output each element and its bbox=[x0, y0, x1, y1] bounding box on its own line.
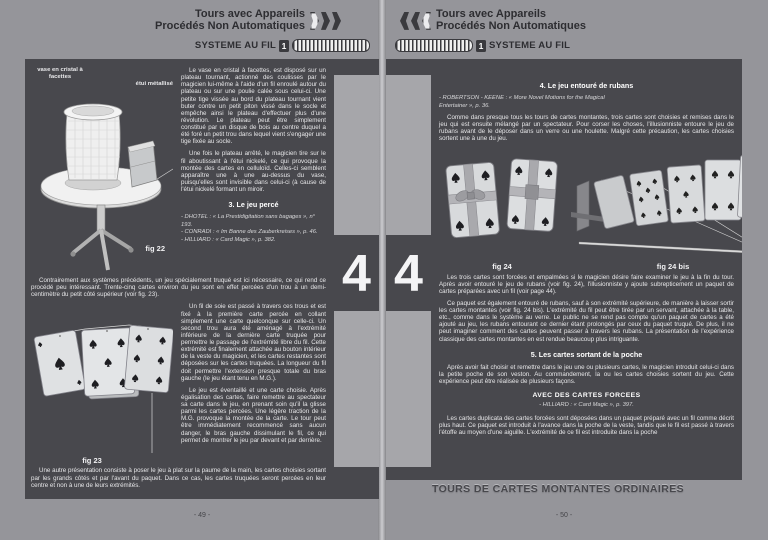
fig22-label-etui: étui métallisé bbox=[135, 81, 173, 87]
footer-running-title: TOURS DE CARTES MONTANTES ORDINAIRES bbox=[432, 483, 685, 495]
row-fig22-text bbox=[31, 67, 326, 275]
paragraph: Une autre présentation consiste à poser le jeu à plat sur la paume de la main, les cartes choisies sortant par les grands côtés et par l'avant du paquet. Dans ce cas, les cartes truquées seront percées en leur centre et non à une de leurs extrémités. bbox=[31, 467, 326, 489]
chevron-left-icon bbox=[411, 12, 420, 30]
chapter-badge: 1 bbox=[476, 40, 486, 52]
right-page-content bbox=[439, 65, 734, 441]
margin-block bbox=[334, 75, 379, 235]
fig24bis-drawing bbox=[571, 148, 742, 262]
fig23-caption: fig 23 bbox=[82, 456, 102, 466]
header-title-line2: Procédés Non Automatiques bbox=[155, 19, 305, 32]
chevron-right-icon bbox=[310, 12, 319, 30]
figures-row bbox=[439, 148, 734, 271]
fig24-drawing bbox=[439, 148, 565, 262]
section-heading: 3. Le jeu percé bbox=[228, 200, 279, 210]
chevron-right-icon bbox=[332, 12, 341, 30]
page-number: - 49 - bbox=[193, 512, 211, 519]
paragraph: Une fois le plateau arrêté, le magicien tire sur le fil aboutissant à l'étui nickelé, ce qui provoque la montée des cartes en celluloïd. Celles-ci semblent apparaître une à une au-dessus du vase, puisqu'elles sont invisible dans celui-ci (à cause de l'étui nickelé formant un miroir. bbox=[181, 150, 326, 193]
chevron-left-icon bbox=[400, 12, 409, 30]
fig22-caption: fig 22 bbox=[145, 244, 165, 253]
fig24-caption: fig 24 bbox=[492, 261, 512, 271]
reference-item: - ROBERTSON - KEENE : « More Novel Motions for the Magical Entertainer », p. 36. bbox=[439, 95, 605, 109]
fig24-illustration bbox=[439, 148, 565, 271]
paragraph: Les cartes duplicata des cartes forcées sont déposées dans un paquet préparé avec un fil comme décrit plus haut. Ce paquet est introduit à l'avance dans la poche de la veste, tandis que le fil est passé à travers l'étoffe au moyen d'une aiguille. L'extrémité de ce fil est introduite dans la poche bbox=[439, 414, 734, 436]
chevron-right-icon bbox=[321, 12, 330, 30]
fig22-illustration bbox=[31, 67, 173, 275]
fig23-illustration bbox=[31, 303, 173, 465]
fig22-label-vase: vase en cristal à facettes bbox=[37, 67, 83, 80]
section-heading: 4. Le jeu entouré de rubans bbox=[539, 81, 634, 90]
chevrons-left bbox=[400, 12, 431, 30]
reference-item: - HILLIARD : « Card Magic », p. 397. bbox=[539, 402, 634, 409]
left-page-column-text2 bbox=[181, 303, 326, 465]
paragraph: Le jeu est éventaillé et une carte choisie. Après égalisation des cartes, faire remettre au spectateur sa carte dans le jeu, en prenant soin qu'il la glisse parmi les cartes percées. Une légère traction de la M.G. provoque la montée de la carte. Le tour peut être immédiatement recommencé sans aucun danger, le bras gauche dissimulant le fil, ce qui permet de montrer le jeu par devant et par derrière. bbox=[181, 386, 326, 444]
header-title-line1: Tours avec Appareils bbox=[436, 8, 547, 20]
header-left bbox=[155, 9, 341, 33]
fig24bis-caption: fig 24 bis bbox=[656, 261, 690, 271]
page-number: - 50 - bbox=[555, 512, 573, 519]
page-right bbox=[386, 0, 768, 540]
paragraph: Le vase en cristal à facettes, est disposé sur un plateau tournant, actionné des coulisses par le magicien lui-même à l'aide d'un fil enroulé autour du plateau ou sur une poulie calée sous celui-ci. Une petite tige vissée au bord du plateau tournant vient buter contre un petit piton vissé dans le socle et empêche ainsi le plateau d'effectuer plus d'une révolution. Le plateau peut être simplement constitué par un disque de bois au centre duquel a été foré un petit trou dans lequel vient s'engager une tige fixée au socle. bbox=[181, 67, 326, 146]
paragraph: Ce paquet est également entouré de rubans, sauf à son extrémité supérieure, de manière à laisser sortir les cartes montantes (voir fig. 24 bis). L'extrémité du fil peut être tirée par un servant, attachée à la table, etc., comme dans le système au verre. Le public ne se rend pas compte qu'un paquet de cartes a été ajouté au jeu, les rubans entourant ce dernier étant prolongés par ceux du paquet truqué. De plus, il ne peut imaginer comment des cartes peuvent passer à travers les rubans. La présentation de l'expérience classique des cartes montantes en est rendue beaucoup plus intriguante. bbox=[439, 299, 734, 343]
big-chapter-number: 4 bbox=[394, 245, 423, 303]
margin-block bbox=[334, 311, 379, 467]
coil-stripe-bar bbox=[292, 39, 370, 52]
reference-item: - HILLIARD : « Card Magic », p. 382. bbox=[181, 236, 276, 243]
systeme-banner-left bbox=[195, 39, 370, 52]
margin-block bbox=[386, 311, 431, 467]
content-panel-left bbox=[25, 59, 379, 499]
left-page-content bbox=[31, 67, 326, 494]
header-title bbox=[155, 9, 305, 33]
reference-list bbox=[181, 214, 326, 244]
systeme-banner-label: SYSTEME AU FIL bbox=[194, 40, 276, 51]
chevrons-right bbox=[310, 12, 341, 30]
paragraph: Un fil de soie est passé à travers ces trous et est fixé à la première carte percée en collant simplement une carte quelconque sur celle-ci. Un second trou aura été aménagé à l'extrémité inférieure de la dernière carte truquée pour permettre le passage de l'extrémité libre du fil. Cette extrémité est finalement attachée au bouton intérieur de la veste du magicien, et les cartes restantes sont déposées sur les cartes truquées. La longueur du fil doit permettre l'extension presque totale du bras gauche (le jeu étant tenu en M.G.). bbox=[181, 303, 326, 382]
systeme-banner-right bbox=[395, 39, 570, 52]
fig23-drawing bbox=[31, 303, 173, 453]
left-page-column-text bbox=[181, 67, 326, 275]
paragraph: Contrairement aux systèmes précédents, un jeu spécialement truqué est ici nécessaire, ce qui rend ce procédé peu intéressant. Trente-cinq cartes environ du jeu sont en effet percées d'un trou à un demi-centimètre du petit côté supérieur (voir fig. 23). bbox=[31, 277, 326, 299]
chevron-left-icon bbox=[422, 12, 431, 30]
content-panel-right bbox=[386, 59, 742, 480]
paragraph: Après avoir fait choisir et remettre dans le jeu une ou plusieurs cartes, le magicien introduit celui-ci dans la petite poche de son veston. Au commandement, la ou les cartes choisies sortent du jeu. Cette expérience peut être réalisée de plusieurs façons. bbox=[439, 363, 734, 385]
chapter-badge: 1 bbox=[279, 40, 289, 52]
header-title-line1: Tours avec Appareils bbox=[194, 8, 305, 20]
header-right bbox=[400, 9, 586, 33]
paragraph: Les trois cartes sont forcées et empalmées si le magicien désire faire examiner le jeu à la fin du tour. Après avoir entouré le jeu de rubans (voir fig. 24), l'illusionniste y ajoute subrepticement un paquet de cartes préparées avec un fil (voir page 44). bbox=[439, 273, 734, 295]
header-title-line2: Procédés Non Automatiques bbox=[436, 19, 586, 32]
fig24bis-illustration bbox=[571, 148, 742, 271]
page-gutter bbox=[378, 0, 386, 540]
row-fig23-text bbox=[31, 303, 326, 465]
systeme-banner-label: SYSTEME AU FIL bbox=[489, 40, 571, 51]
coil-stripe-bar bbox=[395, 39, 473, 52]
subsection-heading: AVEC DES CARTES FORCEES bbox=[532, 392, 641, 400]
paragraph: Comme dans presque tous les tours de cartes montantes, trois cartes sont choisies et remises dans le jeu qui est ensuite mélangé par un spectateur. Pour corser les choses, l'illusionniste entoure le jeu de rubans avant de le déposer dans un verre ou une houlette. Malgré cette précaution, les cartes choisies sortent une à une du jeu. bbox=[439, 114, 734, 143]
section-heading: 5. Les cartes sortant de la poche bbox=[530, 349, 643, 359]
page-left bbox=[0, 0, 379, 540]
header-title bbox=[436, 9, 586, 33]
margin-block bbox=[386, 75, 431, 235]
reference-item: - DHOTEL : « La Prestidigitation sans bagages », n° 193. bbox=[181, 214, 316, 228]
reference-item: - CONRADI : « Im Banne des Zauberkreises », p. 46. bbox=[181, 229, 318, 236]
big-chapter-number: 4 bbox=[342, 245, 371, 303]
